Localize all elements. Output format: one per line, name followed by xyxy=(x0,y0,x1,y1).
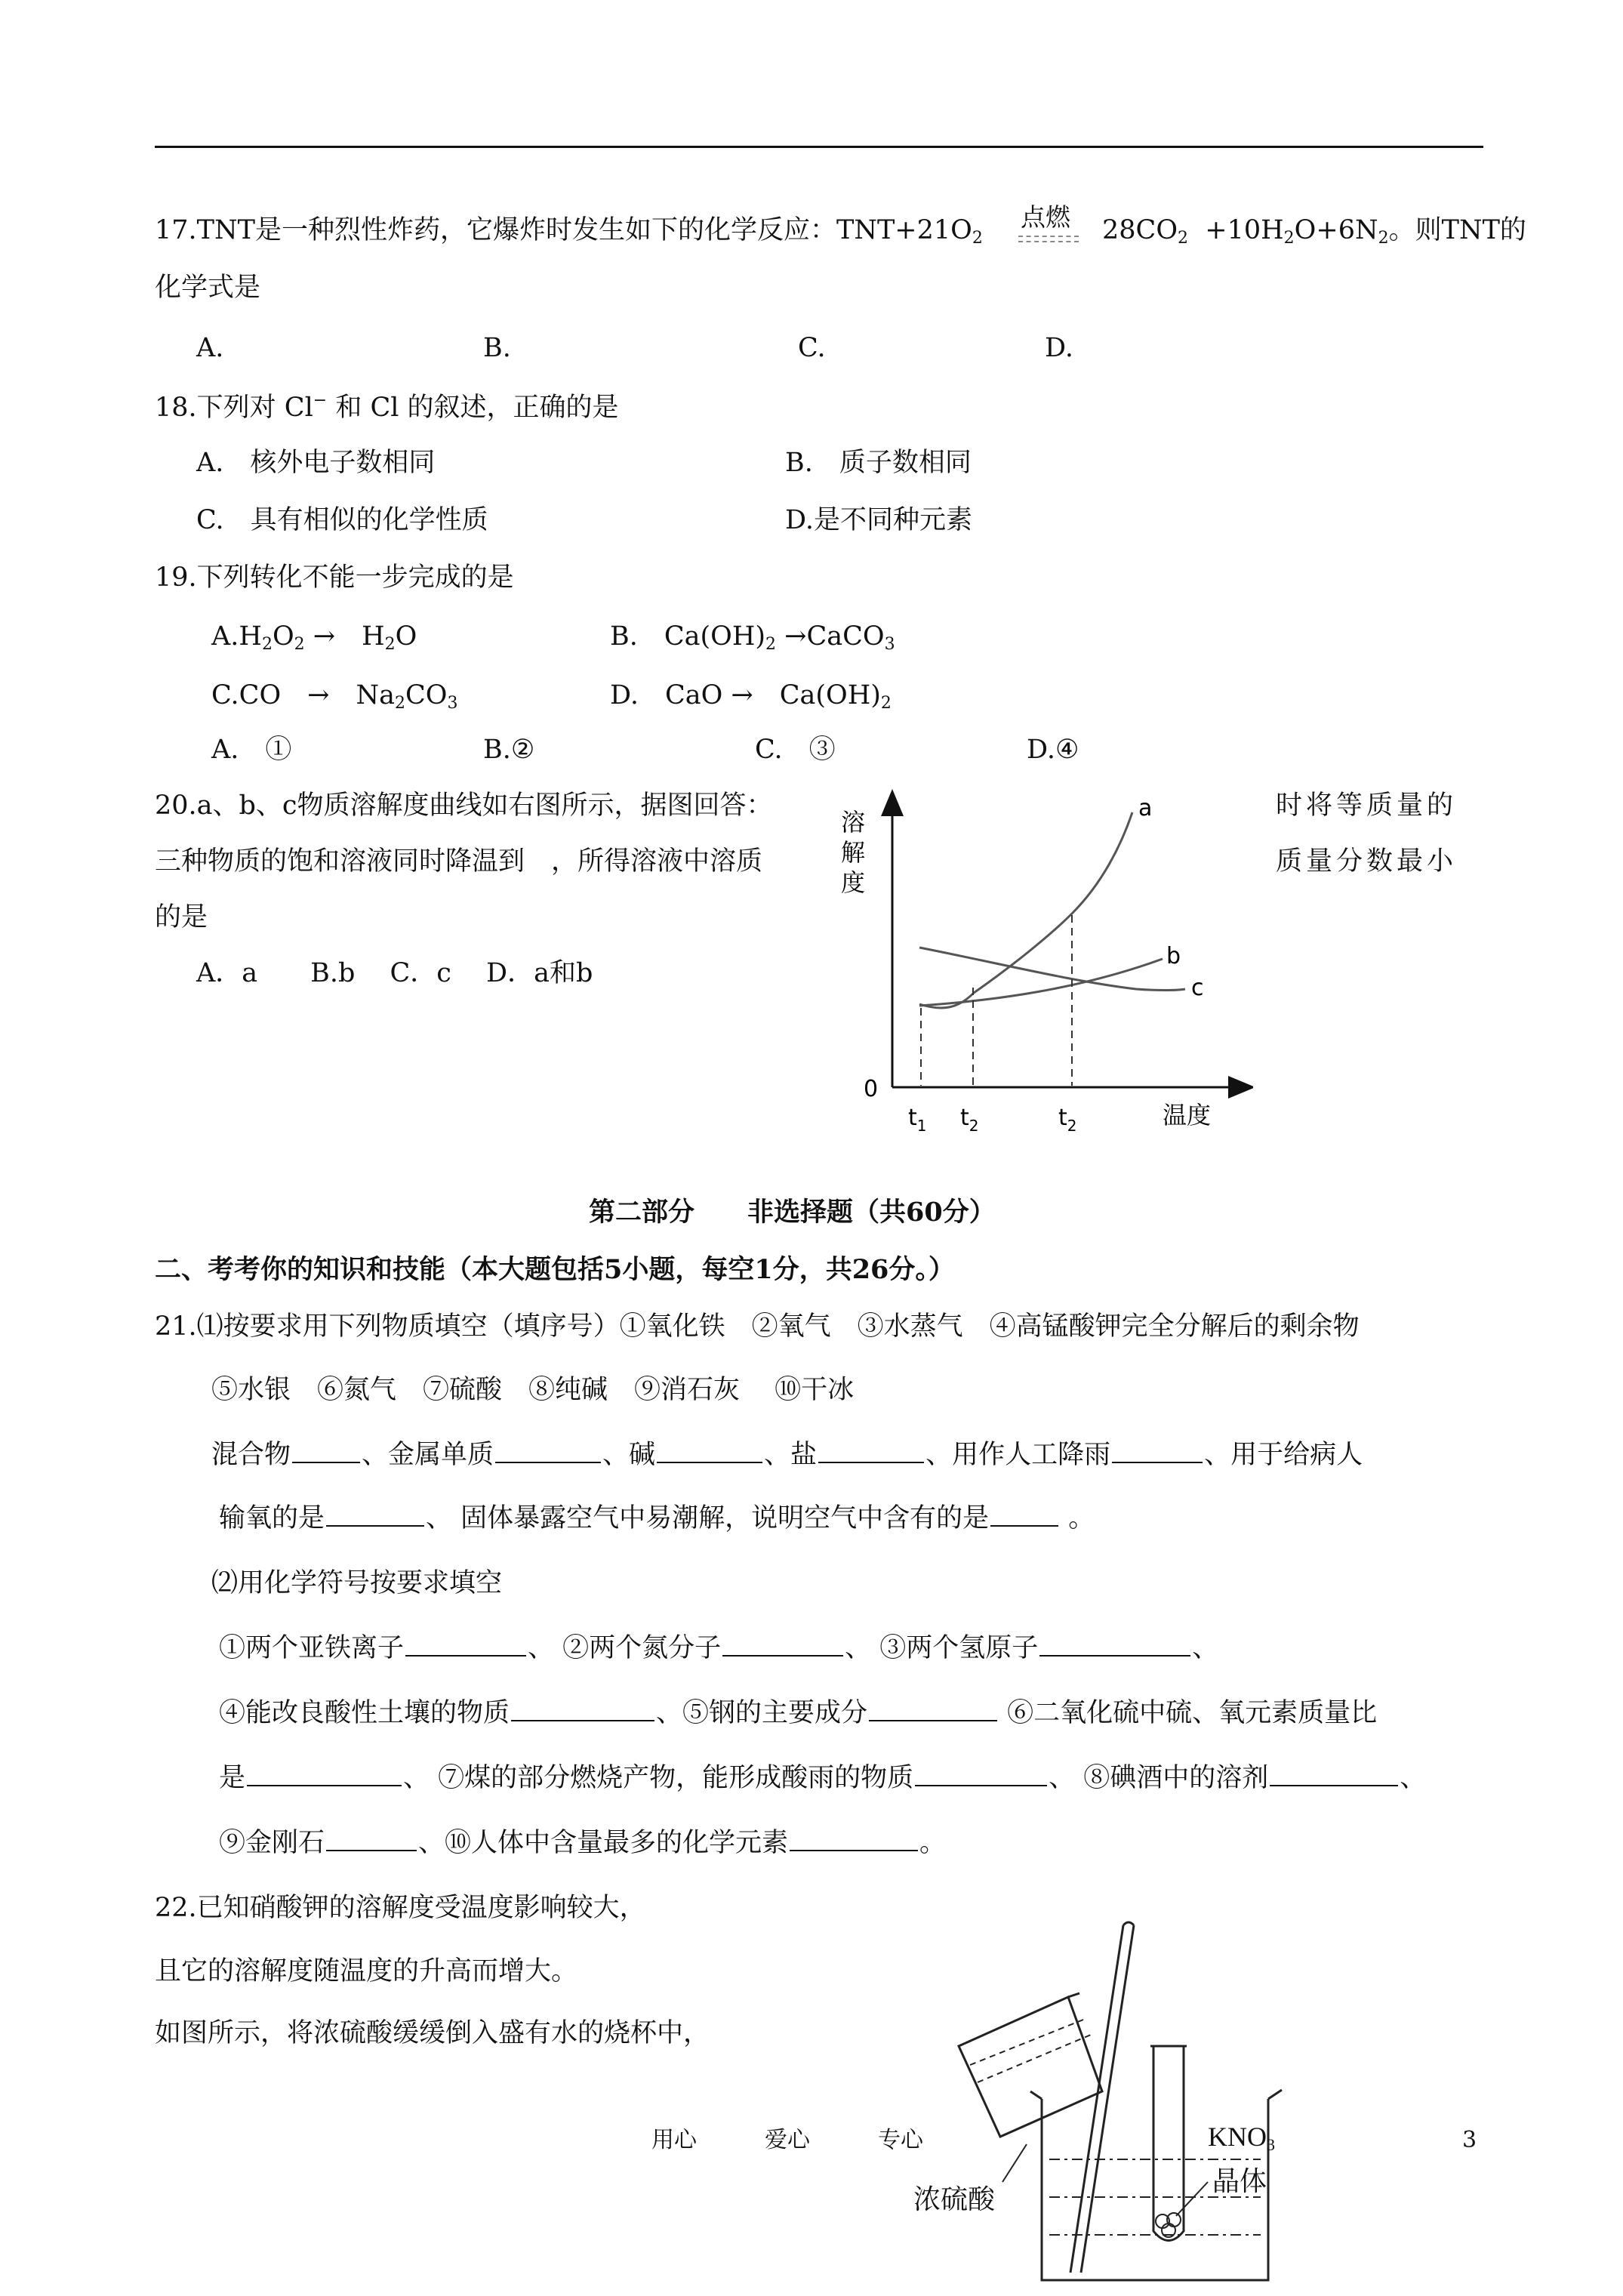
label-kno3: $KNO_3$ xyxy=(1208,2122,1275,2154)
series-b-label: b xyxy=(1166,943,1181,969)
q22-line1: 22.已知硝酸钾的溶解度受温度影响较大， xyxy=(155,1893,646,1923)
blank-acid-rain[interactable] xyxy=(915,1784,1047,1786)
x-tick-t2: $t_2$ xyxy=(960,1105,979,1135)
x-axis-label: 温度 xyxy=(1163,1101,1212,1130)
q20-line2: 三种物质的饱和溶液同时降温到 ，所得溶液中溶质 xyxy=(155,846,763,877)
q22-line2: 且它的溶解度随温度的升高而增大。 xyxy=(155,1956,578,1986)
section2-heading: 二、考考你的知识和技能（本大题包括5小题，每空1分，共26分。） xyxy=(155,1254,955,1285)
q17-option-b[interactable]: B. xyxy=(483,333,511,363)
blank-oxygen[interactable] xyxy=(326,1524,424,1527)
beaker-apparatus-illustration xyxy=(944,1910,1412,2291)
q20-options[interactable]: A．a B.b C．c D．a和b xyxy=(196,958,593,988)
footer-motto-3: 专心 xyxy=(878,2127,923,2153)
blank-nitrogen[interactable] xyxy=(722,1654,843,1657)
q17-line2: 化学式是 xyxy=(155,273,261,303)
q17-option-c[interactable]: C. xyxy=(798,333,826,363)
q19-option-a[interactable]: $A.H_2O_2$ → $H_2O$ xyxy=(211,621,417,654)
origin-label: 0 xyxy=(864,1076,879,1102)
part2-title: 第二部分 非选择题（共60分） xyxy=(589,1197,996,1228)
header-rule xyxy=(155,146,1483,148)
x-tick-t2b: $t_2$ xyxy=(1058,1105,1077,1135)
blank-rain[interactable] xyxy=(1112,1461,1203,1463)
q21-line2: ⑤水银 ⑥氮气 ⑦硫酸 ⑧纯碱 ⑨消石灰 ⑩干冰 xyxy=(211,1375,855,1405)
label-crystal: 晶体 xyxy=(1212,2166,1267,2197)
q17-option-a[interactable]: A. xyxy=(196,333,224,363)
series-c-label: c xyxy=(1191,975,1204,1001)
q19-option-b[interactable]: B. $Ca(OH)_2$ →CaCO$_3$ xyxy=(610,621,895,654)
q17-option-d[interactable]: D. xyxy=(1045,333,1073,363)
blank-moisture[interactable] xyxy=(990,1524,1058,1527)
blank-soil[interactable] xyxy=(511,1719,654,1721)
series-b-line xyxy=(919,959,1163,1006)
q20-line3: 的是 xyxy=(155,902,208,932)
q19-option-c[interactable]: C.CO → $Na_2CO_3$ xyxy=(211,680,458,713)
x-tick-t1: $t_1$ xyxy=(908,1105,927,1135)
q18-option-d[interactable]: D.是不同种元素 xyxy=(785,505,972,535)
q19-stem: 19.下列转化不能一步完成的是 xyxy=(155,562,514,593)
blank-diamond[interactable] xyxy=(326,1849,417,1851)
q19-answer-d[interactable]: D.④ xyxy=(1027,735,1079,765)
q17-stem: 17.TNT是一种烈性炸药，它爆炸时发生如下的化学反应：$TNT+21O_2$ xyxy=(155,215,983,248)
footer-motto-1: 用心 xyxy=(651,2127,697,2153)
q17-equals-1 xyxy=(1018,236,1079,237)
y-axis-label-1: 溶 xyxy=(841,808,866,837)
series-a-label: a xyxy=(1138,795,1153,821)
y-axis-label-3: 度 xyxy=(841,868,866,897)
q17-products: $28CO_2 +10H_2O+6N_2$。则TNT的 xyxy=(1102,215,1526,248)
blank-steel[interactable] xyxy=(869,1719,997,1721)
blank-mixture[interactable] xyxy=(292,1461,360,1463)
q21-line6: ④能改良酸性土壤的物质 、⑤钢的主要成分 ⑥二氧化硫中硫、氧元素质量比 xyxy=(219,1698,1378,1728)
q22-line3: 如图所示，将浓硫酸缓缓倒入盛有水的烧杯中， xyxy=(155,2018,710,2048)
label-concentrated-sulfuric-acid: 浓硫酸 xyxy=(913,2184,996,2215)
q21-line7: 是 、 ⑦煤的部分燃烧产物，能形成酸雨的物质 、 ⑧碘酒中的溶剂 、 xyxy=(219,1763,1427,1793)
q18-option-c[interactable]: C. 具有相似的化学性质 xyxy=(196,505,488,535)
solubility-chart xyxy=(830,785,1253,1140)
series-c-line xyxy=(919,948,1185,991)
q17-equals-2 xyxy=(1018,241,1079,242)
q21-line1: 21.⑴按要求用下列物质填空（填序号）①氧化铁 ②氧气 ③水蒸气 ④高锰酸钾完全分解后的剩余物 xyxy=(155,1311,1360,1342)
q18-option-b[interactable]: B. 质子数相同 xyxy=(785,448,972,478)
q19-answer-c[interactable]: C. ③ xyxy=(755,735,836,765)
blank-hydrogen[interactable] xyxy=(1039,1654,1190,1657)
y-axis-label-2: 解 xyxy=(841,838,866,867)
q18-option-a[interactable]: A. 核外电子数相同 xyxy=(196,448,436,478)
q19-answer-a[interactable]: A. ① xyxy=(211,735,292,765)
blank-metal[interactable] xyxy=(495,1461,601,1463)
q19-option-d[interactable]: D. CaO → $Ca(OH)_2$ xyxy=(610,680,892,713)
q21-line8: ⑨金刚石 、⑩人体中含量最多的化学元素 。 xyxy=(219,1828,947,1858)
page-number: 3 xyxy=(1462,2127,1477,2153)
q21-line5: ①两个亚铁离子 、 ②两个氮分子 、 ③两个氢原子 、 xyxy=(219,1633,1219,1663)
blank-salt[interactable] xyxy=(818,1461,924,1463)
q18-stem: 18.下列对 Cl− 和 Cl 的叙述，正确的是 xyxy=(155,391,619,423)
q21-line3: 混合物 、金属单质 、碱 、盐 、用作人工降雨 、用于给病人 xyxy=(211,1440,1363,1470)
q20-line1-right: 时将等质量的 xyxy=(1276,791,1458,821)
q20-line2-right: 质量分数最小 xyxy=(1276,846,1458,877)
blank-element[interactable] xyxy=(790,1849,918,1851)
q20-line1: 20.a、b、c物质溶解度曲线如右图所示，据图回答： xyxy=(155,791,773,821)
blank-ratio[interactable] xyxy=(247,1784,402,1786)
q17-condition: 点燃 xyxy=(1021,202,1070,232)
q21-line4: 输氧的是 、 固体暴露空气中易潮解，说明空气中含有的是 。 xyxy=(219,1503,1095,1533)
footer-motto-2: 爱心 xyxy=(765,2127,810,2153)
q21-part2-title: ⑵用化学符号按要求填空 xyxy=(211,1568,503,1598)
blank-base[interactable] xyxy=(657,1461,762,1463)
q19-answer-b[interactable]: B.② xyxy=(483,735,535,765)
blank-solvent[interactable] xyxy=(1270,1784,1398,1786)
blank-ferrous[interactable] xyxy=(405,1654,526,1657)
